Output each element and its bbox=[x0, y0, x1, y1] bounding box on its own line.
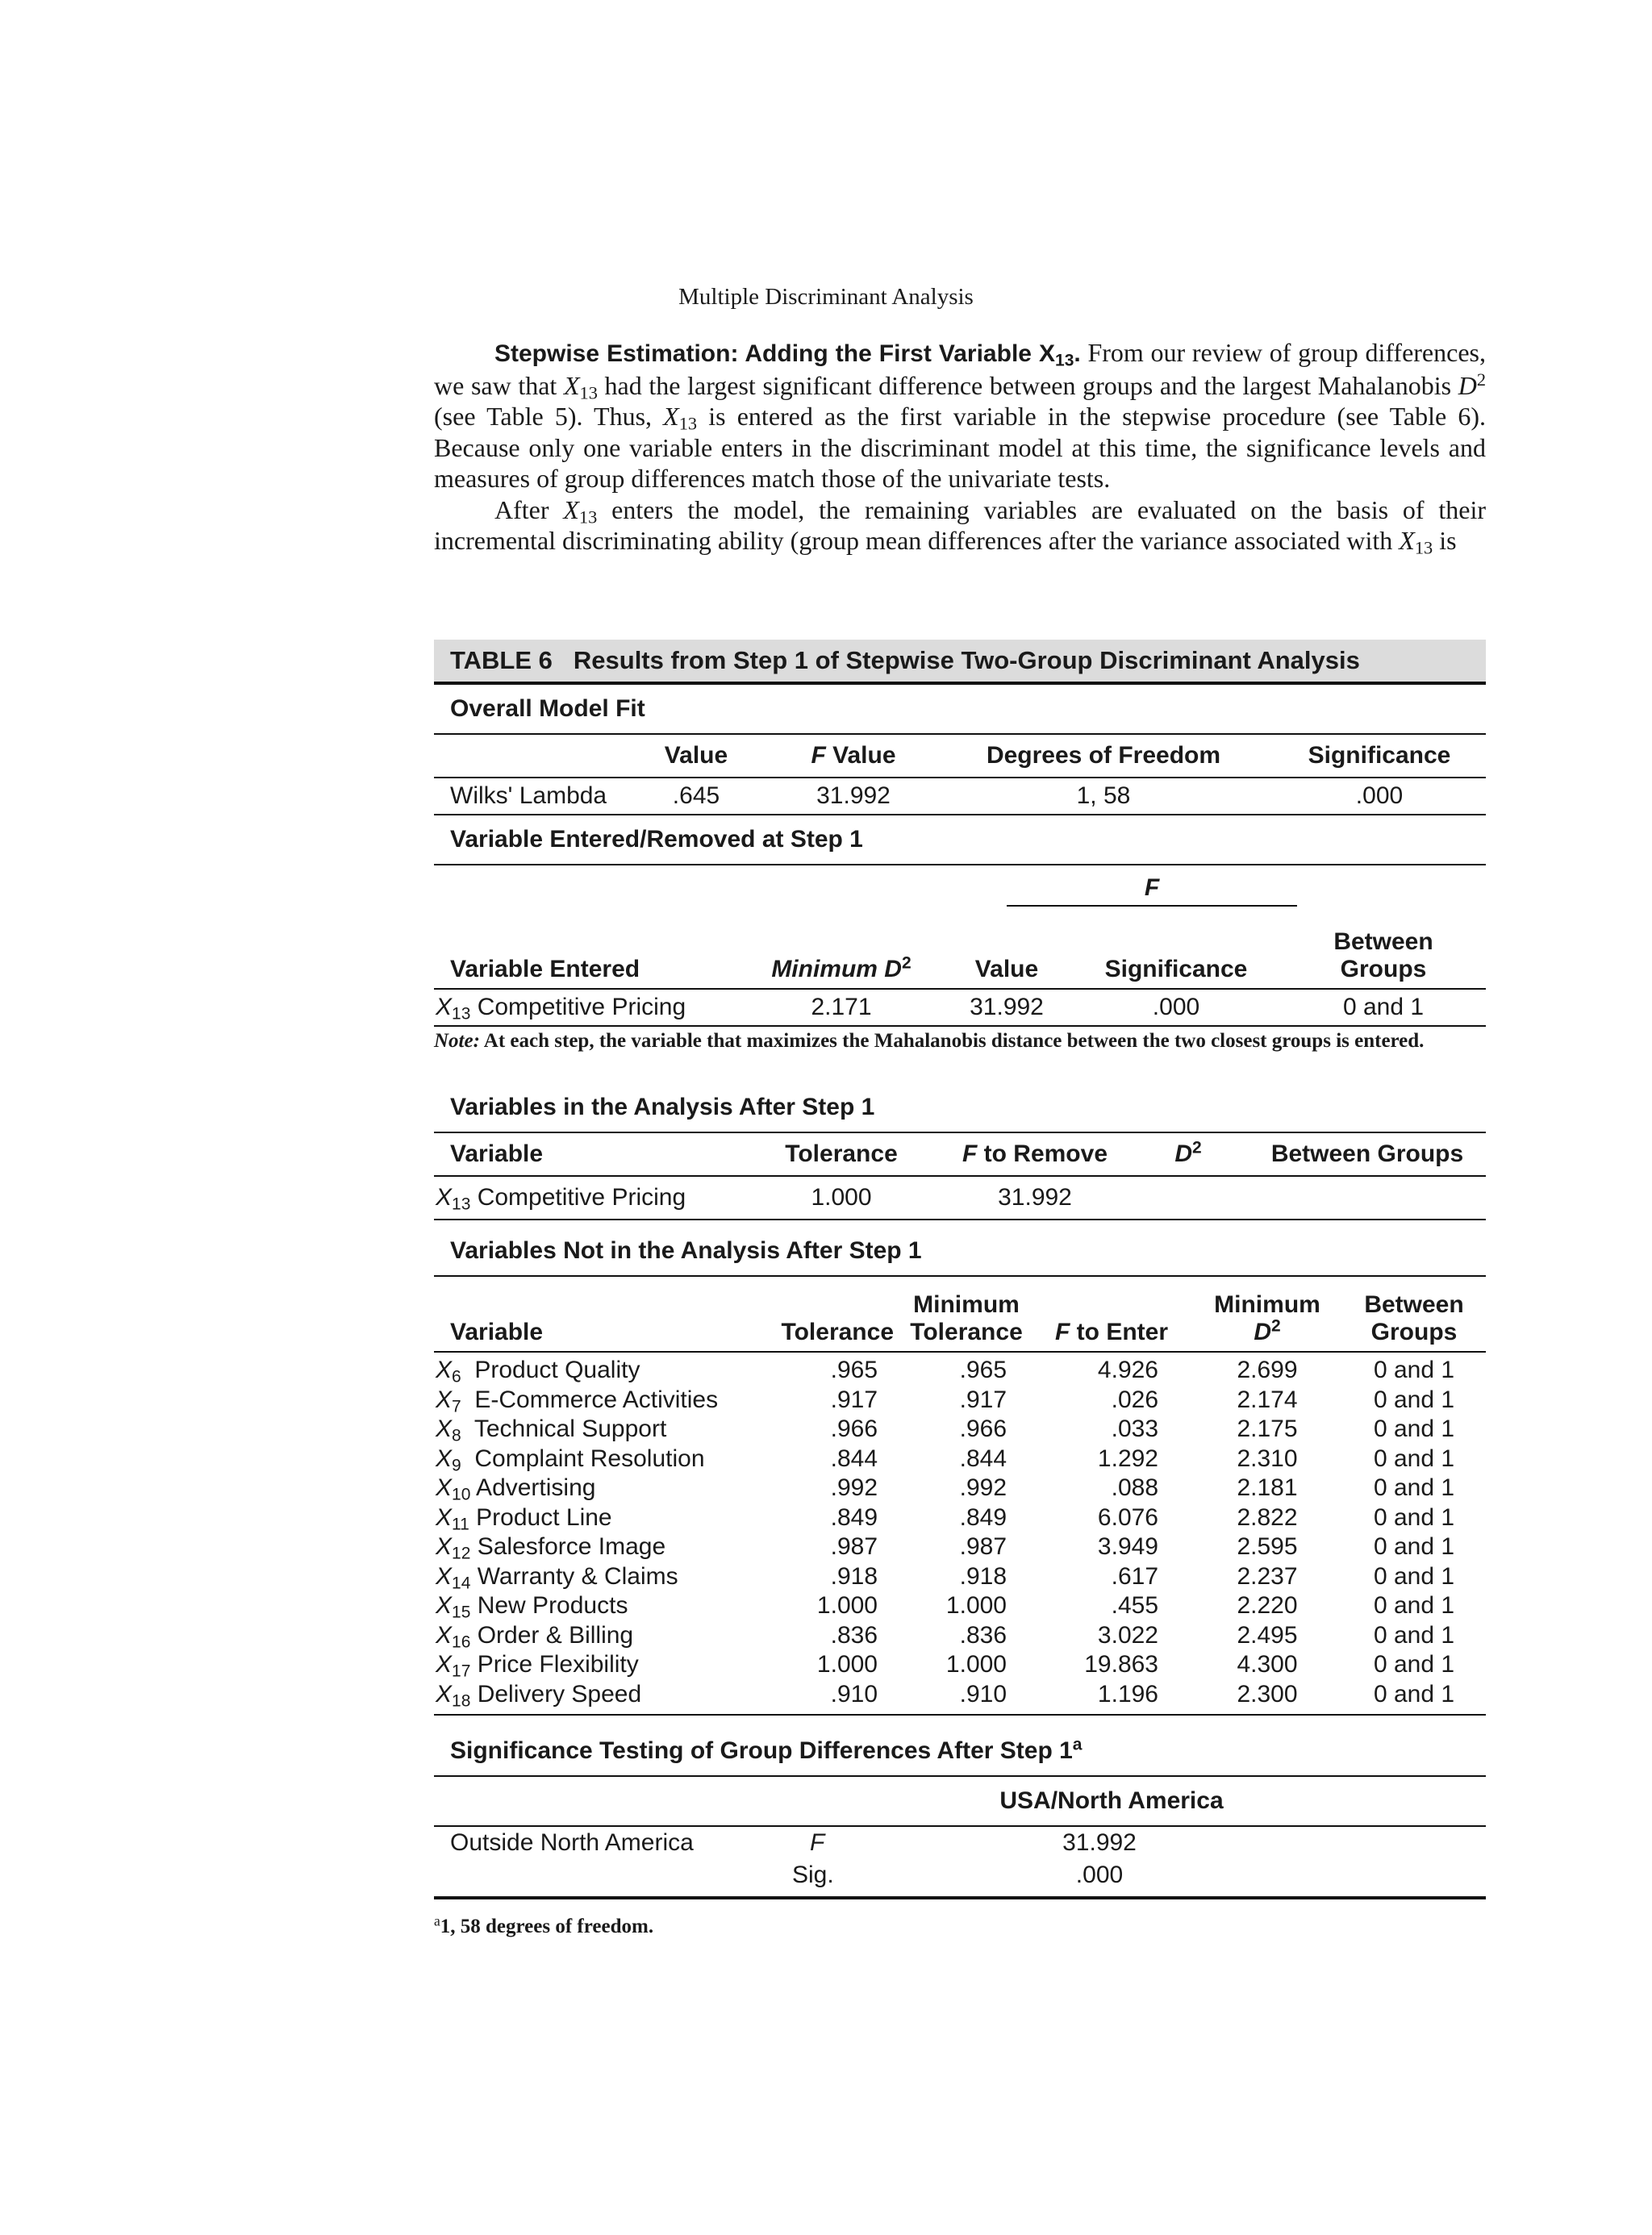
paragraph-2 bbox=[434, 494, 1486, 557]
ni-var-sub: 10 bbox=[452, 1485, 471, 1504]
not-in-row bbox=[434, 1386, 1486, 1416]
ni-min-tolerance: .836 bbox=[959, 1621, 1007, 1649]
ni-tolerance: .992 bbox=[830, 1474, 878, 1502]
col-variable-entered: Variable Entered bbox=[450, 956, 640, 982]
runin-heading-sub: 13 bbox=[1055, 351, 1074, 370]
entered-var-name: Competitive Pricing bbox=[470, 994, 686, 1020]
not-in-row bbox=[434, 1474, 1486, 1503]
entered-title: Variable Entered/Removed at Step 1 bbox=[450, 826, 863, 853]
ni-groups: 0 and 1 bbox=[1373, 1357, 1455, 1384]
entered-variable bbox=[434, 994, 740, 1024]
ni-groups: 0 and 1 bbox=[1373, 1680, 1455, 1708]
ni-f-enter: 3.949 bbox=[1097, 1533, 1158, 1561]
table-caption bbox=[434, 640, 1486, 682]
p2-text-c: is bbox=[1433, 526, 1457, 555]
col-variable: Variable bbox=[450, 1140, 544, 1167]
sig-test-row-f bbox=[434, 1827, 1486, 1859]
entered-note bbox=[434, 1027, 1486, 1053]
wilks-lambda-label: Wilks' Lambda bbox=[450, 782, 607, 809]
ni-between-line-1: Between bbox=[1364, 1291, 1464, 1318]
ni-var-name: Salesforce Image bbox=[470, 1533, 666, 1561]
not-in-row bbox=[434, 1356, 1486, 1386]
in-analysis-variable bbox=[434, 1184, 740, 1214]
sig-test-title-text: Significance Testing of Group Differences After Step 1 bbox=[450, 1737, 1073, 1764]
ni-tolerance: .910 bbox=[830, 1680, 878, 1708]
outside-na-label: Outside North America bbox=[450, 1829, 694, 1856]
ni-tolerance: 1.000 bbox=[816, 1592, 878, 1620]
ni-tolerance: .844 bbox=[830, 1445, 878, 1472]
ni-f-enter: .033 bbox=[1111, 1416, 1158, 1443]
col-ni-f-enter: F to Enter bbox=[1055, 1319, 1168, 1345]
ni-var-sub: 17 bbox=[452, 1662, 471, 1681]
not-in-header bbox=[434, 1277, 1486, 1351]
note-label: Note: bbox=[434, 1030, 480, 1052]
ni-tolerance: .966 bbox=[830, 1416, 878, 1443]
ni-var-name: Technical Support bbox=[461, 1416, 667, 1443]
ni-var-sub: 6 bbox=[452, 1367, 461, 1386]
not-in-row bbox=[434, 1591, 1486, 1621]
ni-variable bbox=[434, 1681, 740, 1708]
entered-min-d2: 2.171 bbox=[811, 994, 872, 1020]
p1-var-2: X bbox=[663, 402, 679, 431]
ni-min-d2: 2.181 bbox=[1237, 1474, 1298, 1502]
in-analysis-header bbox=[434, 1133, 1486, 1175]
ni-variable bbox=[434, 1386, 740, 1414]
ni-var-sub: 15 bbox=[452, 1603, 471, 1622]
ni-variable bbox=[434, 1622, 740, 1649]
p1-d-sup: 2 bbox=[1476, 369, 1487, 390]
ni-f-enter: 19.863 bbox=[1084, 1651, 1158, 1678]
ni-var-sub: 8 bbox=[452, 1426, 461, 1445]
p2-var-2-sub: 13 bbox=[1414, 537, 1433, 558]
not-in-row bbox=[434, 1621, 1486, 1651]
ni-var-name: Price Flexibility bbox=[470, 1651, 639, 1678]
overall-fit-row bbox=[434, 778, 1486, 814]
entered-f-sig: .000 bbox=[1152, 994, 1200, 1020]
entered-f-span-row bbox=[434, 865, 1486, 911]
ni-min-tolerance: .966 bbox=[959, 1416, 1007, 1443]
min-d2-line-1: Minimum bbox=[1214, 1291, 1320, 1318]
min-d-text: Minimum D bbox=[771, 956, 902, 982]
entered-groups: 0 and 1 bbox=[1342, 994, 1425, 1020]
f-span-header: F bbox=[1007, 869, 1297, 907]
table-caption-number: TABLE 6 bbox=[450, 646, 553, 674]
ni-groups: 0 and 1 bbox=[1373, 1503, 1455, 1531]
ni-var-sub: 18 bbox=[452, 1691, 471, 1710]
ni-min-tolerance: .918 bbox=[959, 1562, 1007, 1590]
ni-groups: 0 and 1 bbox=[1373, 1474, 1455, 1502]
ni-min-d2: 2.595 bbox=[1237, 1533, 1298, 1561]
ni-groups: 0 and 1 bbox=[1373, 1651, 1455, 1678]
ni-min-tolerance: .992 bbox=[959, 1474, 1007, 1502]
table-6 bbox=[434, 640, 1486, 1938]
min-d2-sup: 2 bbox=[1270, 1316, 1281, 1336]
not-in-rows bbox=[434, 1353, 1486, 1714]
ni-var-x: X bbox=[436, 1416, 453, 1443]
p1-text-d: is entered as the first variable in the stepwise procedure (see Table 6). Because only one variable enters in the discriminant model at this time, the significance levels and measures of group differences match those of the univariate tests. bbox=[434, 402, 1487, 493]
col-minimum-d2 bbox=[740, 953, 942, 983]
ni-groups: 0 and 1 bbox=[1373, 1533, 1455, 1561]
runin-heading-text: Stepwise Estimation: Adding the First Variable X bbox=[494, 340, 1056, 367]
ni-var-x: X bbox=[436, 1562, 453, 1590]
ni-groups: 0 and 1 bbox=[1373, 1621, 1455, 1649]
ni-var-name: E-Commerce Activities bbox=[461, 1386, 719, 1413]
wilks-df: 1, 58 bbox=[1076, 782, 1131, 809]
ni-var-name: Order & Billing bbox=[470, 1621, 634, 1649]
ni-tolerance: .965 bbox=[830, 1357, 878, 1384]
overall-fit-title: Overall Model Fit bbox=[450, 695, 645, 722]
ni-tolerance: .917 bbox=[830, 1386, 878, 1413]
ni-f-enter: .026 bbox=[1111, 1386, 1158, 1413]
ni-var-x: X bbox=[436, 1357, 453, 1384]
note-text: At each step, the variable that maximizes the Mahalanobis distance between the two closest groups is entered. bbox=[479, 1030, 1425, 1052]
ni-var-x: X bbox=[436, 1445, 453, 1472]
p1-var-2-sub: 13 bbox=[678, 413, 698, 434]
ni-min-d2: 2.300 bbox=[1237, 1680, 1298, 1708]
p2-var-sub: 13 bbox=[578, 507, 598, 527]
col-between-groups-2: Between Groups bbox=[1270, 1140, 1464, 1167]
between-line-1: Between bbox=[1333, 928, 1433, 955]
ni-min-d2: 2.699 bbox=[1237, 1357, 1298, 1384]
p1-var-sub: 13 bbox=[579, 382, 598, 403]
ni-f-enter: 4.926 bbox=[1097, 1357, 1158, 1384]
ni-f-enter: 1.292 bbox=[1097, 1445, 1158, 1472]
ni-var-name: Product Line bbox=[469, 1503, 612, 1531]
entered-header bbox=[434, 911, 1486, 988]
ni-min-tolerance: .987 bbox=[959, 1533, 1007, 1561]
running-head: Multiple Discriminant Analysis bbox=[678, 284, 974, 310]
d2-text: D bbox=[1174, 1140, 1192, 1167]
footnote-mark: a bbox=[434, 1912, 440, 1929]
col-df: Degrees of Freedom bbox=[986, 742, 1221, 769]
ni-min-tolerance: .965 bbox=[959, 1357, 1007, 1384]
footnote-text: 1, 58 degrees of freedom. bbox=[440, 1916, 654, 1937]
ni-var-sub: 16 bbox=[452, 1632, 471, 1651]
ni-variable bbox=[434, 1357, 740, 1384]
ni-groups: 0 and 1 bbox=[1373, 1386, 1455, 1413]
col-ni-min-d2 bbox=[1192, 1291, 1342, 1346]
ni-min-tolerance: 1.000 bbox=[945, 1592, 1007, 1620]
stat-f-label: F bbox=[810, 1829, 825, 1856]
ni-var-sub: 14 bbox=[452, 1574, 471, 1592]
ni-var-x: X bbox=[436, 1680, 453, 1708]
p1-d: D bbox=[1458, 370, 1477, 400]
ni-f-enter: .617 bbox=[1111, 1562, 1158, 1590]
in-var-name: Competitive Pricing bbox=[470, 1184, 686, 1211]
not-in-row bbox=[434, 1680, 1486, 1710]
wilks-value: .645 bbox=[672, 782, 720, 809]
ni-groups: 0 and 1 bbox=[1373, 1445, 1455, 1472]
ni-variable bbox=[434, 1592, 740, 1620]
ni-variable bbox=[434, 1563, 740, 1591]
ni-variable bbox=[434, 1445, 740, 1473]
ni-min-d2: 2.220 bbox=[1237, 1592, 1298, 1620]
col-d2 bbox=[1128, 1140, 1249, 1168]
not-in-row bbox=[434, 1562, 1486, 1592]
ni-var-name: New Products bbox=[470, 1592, 628, 1620]
ni-var-x: X bbox=[436, 1533, 453, 1561]
ni-variable bbox=[434, 1416, 740, 1443]
body-text bbox=[434, 337, 1486, 557]
stat-sig-label: Sig. bbox=[792, 1862, 834, 1888]
ni-min-tolerance: .917 bbox=[959, 1386, 1007, 1413]
ni-f-enter: 6.076 bbox=[1097, 1503, 1158, 1531]
ni-tolerance: .849 bbox=[830, 1503, 878, 1531]
col-f-to-remove: F to Remove bbox=[962, 1140, 1108, 1167]
ni-var-name: Delivery Speed bbox=[470, 1680, 642, 1708]
not-in-row bbox=[434, 1650, 1486, 1680]
min-d2-line-2: D bbox=[1254, 1319, 1271, 1345]
ni-min-d2: 2.174 bbox=[1237, 1386, 1298, 1413]
ni-min-d2: 2.495 bbox=[1237, 1621, 1298, 1649]
wilks-sig: .000 bbox=[1355, 782, 1404, 809]
ni-var-x: X bbox=[436, 1474, 453, 1502]
entered-row bbox=[434, 990, 1486, 1025]
ni-variable bbox=[434, 1474, 740, 1502]
col-f-value: F Value bbox=[811, 742, 896, 769]
ni-var-sub: 11 bbox=[452, 1515, 469, 1533]
ni-min-d2: 2.175 bbox=[1237, 1416, 1298, 1443]
ni-between-line-2: Groups bbox=[1370, 1319, 1458, 1345]
ni-min-tolerance: .910 bbox=[959, 1680, 1007, 1708]
between-line-2: Groups bbox=[1340, 956, 1427, 982]
stat-sig-value: .000 bbox=[1075, 1862, 1124, 1888]
ni-min-tolerance: 1.000 bbox=[945, 1651, 1007, 1678]
col-tolerance: Tolerance bbox=[785, 1140, 898, 1167]
ni-var-name: Advertising bbox=[470, 1474, 596, 1502]
p1-text-a: From our review of group differences, we saw that bbox=[434, 338, 1486, 400]
table-footnote bbox=[434, 1912, 1486, 1938]
not-in-row bbox=[434, 1445, 1486, 1474]
in-var-sub: 13 bbox=[452, 1195, 471, 1214]
p1-text-b: had the largest significant difference between groups and the largest Mahalanobis bbox=[597, 370, 1458, 400]
ni-tolerance: 1.000 bbox=[816, 1651, 878, 1678]
wilks-f: 31.992 bbox=[816, 782, 891, 809]
sig-test-header bbox=[434, 1777, 1486, 1825]
ni-min-tolerance: .844 bbox=[959, 1445, 1007, 1472]
col-f-significance: Significance bbox=[1104, 956, 1248, 982]
ni-tolerance: .987 bbox=[830, 1533, 878, 1561]
entered-var-x: X bbox=[436, 994, 453, 1020]
in-analysis-f-remove: 31.992 bbox=[998, 1184, 1072, 1211]
col-ni-variable: Variable bbox=[450, 1319, 544, 1345]
paragraph-1 bbox=[434, 337, 1486, 494]
ni-groups: 0 and 1 bbox=[1373, 1562, 1455, 1590]
ni-var-sub: 7 bbox=[452, 1397, 461, 1416]
col-significance: Significance bbox=[1308, 742, 1451, 769]
ni-var-x: X bbox=[436, 1503, 453, 1531]
not-in-title: Variables Not in the Analysis After Step 1 bbox=[450, 1237, 922, 1264]
col-value: Value bbox=[664, 742, 728, 769]
p2-text-a: After bbox=[494, 494, 564, 524]
runin-heading-end: . bbox=[1074, 340, 1081, 367]
ni-var-x: X bbox=[436, 1621, 453, 1649]
sig-test-title bbox=[434, 1727, 1486, 1775]
col-ni-tolerance: Tolerance bbox=[781, 1319, 894, 1345]
min-tol-line-2: Tolerance bbox=[910, 1319, 1023, 1345]
in-analysis-title: Variables in the Analysis After Step 1 bbox=[450, 1094, 875, 1120]
col-between-groups bbox=[1281, 928, 1486, 983]
in-analysis-tolerance: 1.000 bbox=[811, 1184, 872, 1211]
in-analysis-row bbox=[434, 1177, 1486, 1219]
d2-sup: 2 bbox=[1191, 1138, 1202, 1157]
ni-var-x: X bbox=[436, 1386, 453, 1413]
ni-var-x: X bbox=[436, 1592, 453, 1620]
overall-fit-header bbox=[434, 735, 1486, 777]
ni-min-d2: 2.237 bbox=[1237, 1562, 1298, 1590]
col-f-value-entered: Value bbox=[974, 956, 1039, 982]
ni-var-x: X bbox=[436, 1651, 453, 1678]
entered-f-value: 31.992 bbox=[970, 994, 1044, 1020]
ni-var-name: Product Quality bbox=[461, 1357, 640, 1384]
p2-var: X bbox=[563, 494, 579, 524]
in-var-x: X bbox=[436, 1184, 453, 1211]
ni-var-name: Complaint Resolution bbox=[461, 1445, 705, 1472]
ni-f-enter: .088 bbox=[1111, 1474, 1158, 1502]
ni-f-enter: 3.022 bbox=[1097, 1621, 1158, 1649]
ni-f-enter: .455 bbox=[1111, 1592, 1158, 1620]
ni-var-sub: 9 bbox=[452, 1456, 461, 1474]
ni-var-name: Warranty & Claims bbox=[470, 1562, 678, 1590]
sig-test-row-sig bbox=[434, 1859, 1486, 1891]
col-usa-north-america: USA/North America bbox=[999, 1787, 1224, 1814]
col-ni-between bbox=[1342, 1291, 1486, 1346]
ni-f-enter: 1.196 bbox=[1097, 1680, 1158, 1708]
p1-text-c: (see Table 5). Thus, bbox=[434, 402, 664, 431]
min-tol-line-1: Minimum bbox=[913, 1291, 1020, 1318]
ni-tolerance: .918 bbox=[830, 1562, 878, 1590]
p1-var: X bbox=[563, 370, 580, 400]
p2-var-2: X bbox=[1399, 526, 1415, 555]
p2-text-b: enters the model, the remaining variables are evaluated on the basis of their incremental discriminating ability (group mean differences after the variance associated with bbox=[434, 494, 1487, 555]
col-ni-min-tolerance bbox=[902, 1291, 1031, 1346]
sig-test-title-sup: a bbox=[1072, 1735, 1083, 1754]
ni-variable bbox=[434, 1533, 740, 1561]
ni-variable bbox=[434, 1651, 740, 1681]
entered-var-sub: 13 bbox=[452, 1004, 471, 1024]
ni-variable bbox=[434, 1504, 740, 1532]
ni-groups: 0 and 1 bbox=[1373, 1416, 1455, 1443]
not-in-row bbox=[434, 1532, 1486, 1562]
min-d-sup: 2 bbox=[901, 953, 912, 973]
not-in-row bbox=[434, 1415, 1486, 1445]
ni-groups: 0 and 1 bbox=[1373, 1592, 1455, 1620]
stat-f-value: 31.992 bbox=[1062, 1829, 1137, 1856]
runin-heading bbox=[494, 340, 1081, 370]
ni-var-sub: 12 bbox=[452, 1544, 471, 1563]
table-caption-title: Results from Step 1 of Stepwise Two-Group Discriminant Analysis bbox=[573, 646, 1360, 674]
not-in-row bbox=[434, 1503, 1486, 1533]
ni-min-d2: 4.300 bbox=[1237, 1651, 1298, 1678]
ni-tolerance: .836 bbox=[830, 1621, 878, 1649]
ni-min-d2: 2.310 bbox=[1237, 1445, 1298, 1472]
ni-min-tolerance: .849 bbox=[959, 1503, 1007, 1531]
ni-min-d2: 2.822 bbox=[1237, 1503, 1298, 1531]
